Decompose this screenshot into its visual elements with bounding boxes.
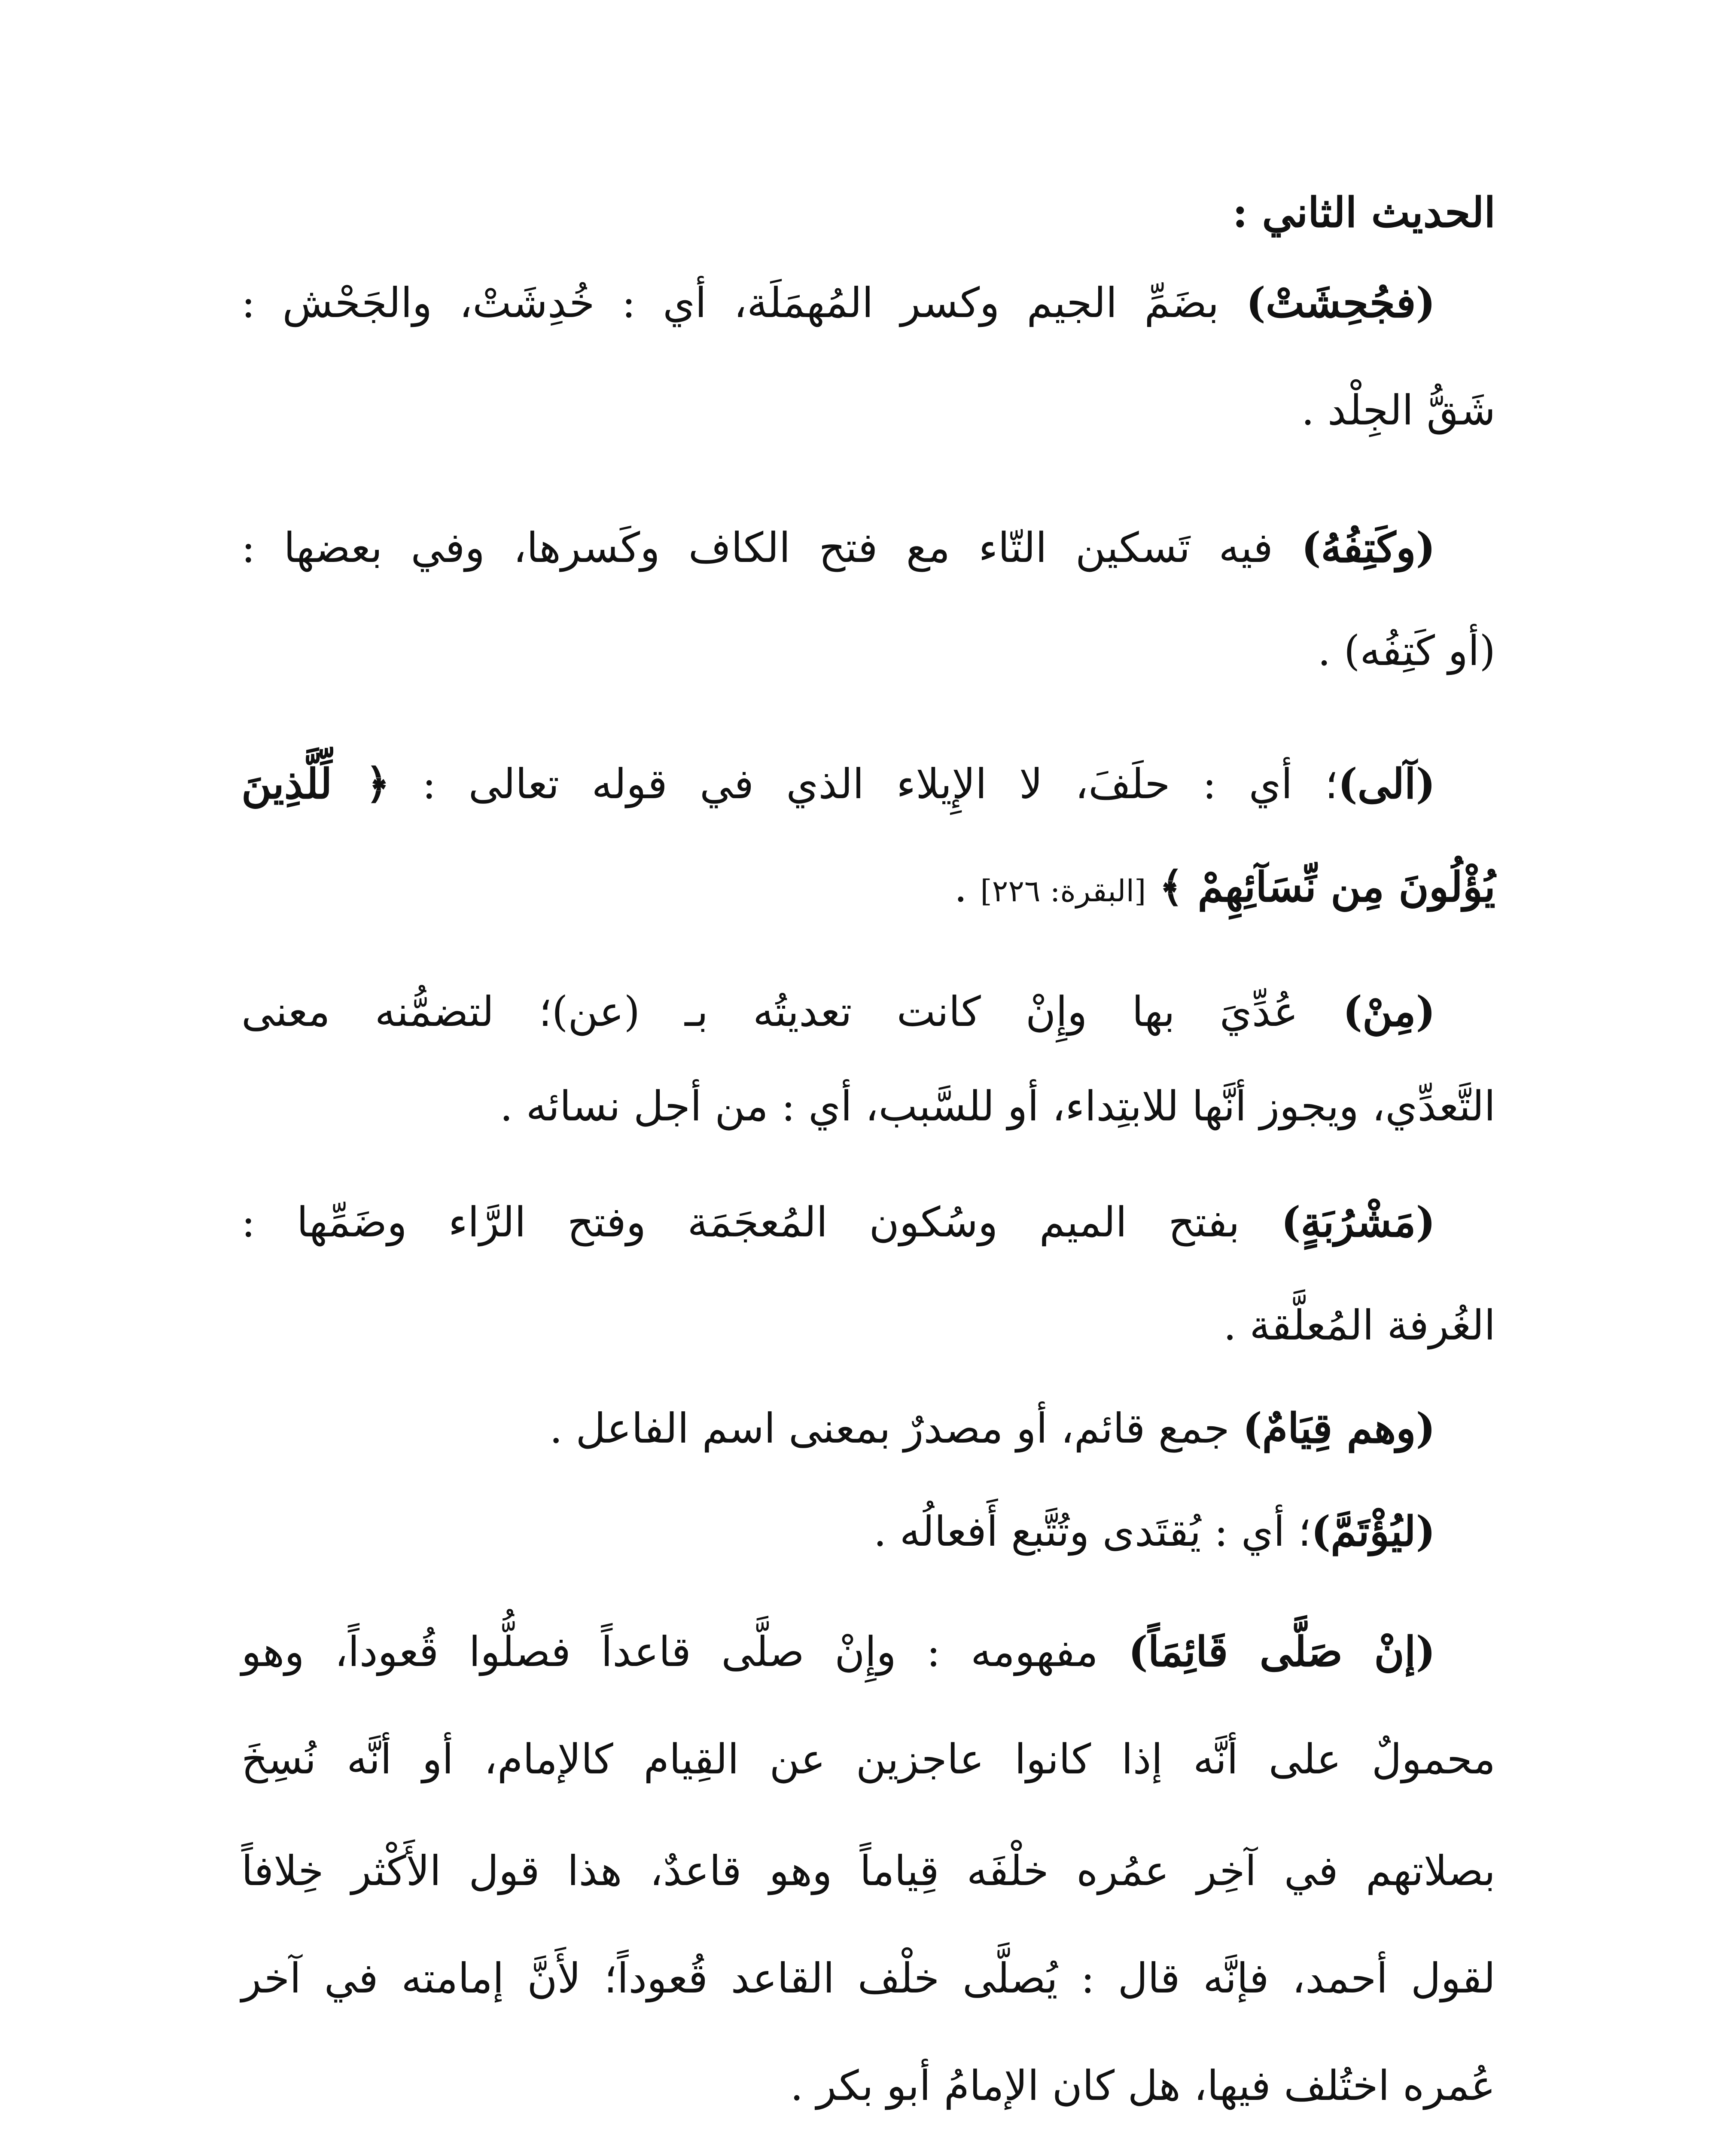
paragraph-3-line-2 bbox=[241, 859, 1495, 919]
paragraph-4-line-1 bbox=[241, 984, 1435, 1040]
term-mashruba: (مَشْرُبَةٍ) bbox=[1281, 1198, 1435, 1246]
term-min: (مِنْ) bbox=[1343, 987, 1436, 1036]
quran-quote-start: ﴿ لِّلَّذِينَ bbox=[241, 760, 390, 808]
paragraph-1-line-1 bbox=[241, 275, 1435, 331]
section-heading: الحديث الثاني : bbox=[1232, 188, 1495, 237]
paragraph-2-text: فيه تَسكين التّاء مع فتح الكاف وكَسرها، وفي بعضها : bbox=[241, 524, 1302, 572]
term-in-salla-qaiman: (إنْ صَلَّى قَائِمَاً) bbox=[1128, 1627, 1436, 1676]
paragraph-4-line-2: التَّعدِّي، ويجوز أنَّها للابتِداء، أو للسَّبب، أي : من أجل نسائه . bbox=[499, 1082, 1495, 1130]
paragraph-7 bbox=[241, 1504, 1435, 1559]
paragraph-8-line-2: محمولٌ على أنَّه إذا كانوا عاجزين عن القِيام كالإمام، أو أنَّه نُسِخَ bbox=[241, 1735, 1496, 1783]
paragraph-1-text: بضَمِّ الجيم وكسر المُهمَلَة، أي : خُدِشَتْ، والجَحْش : bbox=[241, 279, 1246, 327]
paragraph-8-line-1 bbox=[241, 1624, 1435, 1680]
paragraph-5-line-2: الغُرفة المُعلَّقة . bbox=[1223, 1301, 1495, 1349]
paragraph-8-text: مفهومه : وإِنْ صلَّى قاعداً فصلُّوا قُعوداً، وهو bbox=[241, 1628, 1129, 1676]
term-liyutamma: (ليُؤْتَمَّ) bbox=[1311, 1507, 1435, 1556]
paragraph-7-text: ؛ أي : يُقتَدى وتُتَّبع أَفعالُه . bbox=[873, 1507, 1311, 1556]
paragraph-8-line-4: لقول أحمد، فإنَّه قال : يُصلَّى خلْف القاعد قُعوداً؛ لأَنَّ إمامته في آخر bbox=[241, 1954, 1495, 2002]
paragraph-5-line-1 bbox=[241, 1194, 1435, 1250]
quran-quote-end: يُؤْلُونَ مِن نِّسَآئِهِمْ ﴾ bbox=[1159, 863, 1495, 911]
term-fajuhishat: (فجُحِشَتْ) bbox=[1246, 278, 1435, 327]
term-katifuhu: (وكَتِفُهُ) bbox=[1301, 523, 1435, 572]
paragraph-5-text: بفتح الميم وسُكون المُعجَمَة وفتح الرَّاء وضَمِّها : bbox=[241, 1198, 1281, 1246]
paragraph-3-text: ؛ أي : حلَفَ، لا الإِيلاء الذي في قوله تعالى : bbox=[422, 760, 1338, 808]
paragraph-2-line-1 bbox=[241, 520, 1435, 576]
term-ala: (آلى) bbox=[1338, 760, 1436, 808]
paragraph-1-line-2: شَقُّ الجِلْد . bbox=[1301, 386, 1495, 434]
paragraph-4-text: عُدِّيَ بها وإِنْ كانت تعديتُه بـ (عن)؛ لتضمُّنه معنى bbox=[241, 988, 1343, 1036]
paragraph-8-line-3: بصلاتهم في آخِر عمُره خلْفَه قِياماً وهو قاعدٌ، هذا قول الأَكْثر خِلافاً bbox=[241, 1847, 1495, 1895]
paragraph-8-line-5: عُمره اختُلف فيها، هل كان الإمامُ أبو بكر . bbox=[790, 2062, 1495, 2110]
paragraph-6 bbox=[241, 1400, 1435, 1456]
quran-reference: [البقرة: ٢٢٦] bbox=[980, 873, 1146, 909]
paragraph-3-line-1 bbox=[241, 756, 1435, 812]
term-qiyam: (وهم قِيَامٌ) bbox=[1243, 1404, 1435, 1452]
paragraph-6-text: جمع قائم، أو مصدرٌ بمعنى اسم الفاعل . bbox=[549, 1404, 1243, 1452]
paragraph-2-line-2: (أو كَتِفُه) . bbox=[1317, 627, 1495, 675]
paragraph-3-end: . bbox=[954, 863, 981, 911]
